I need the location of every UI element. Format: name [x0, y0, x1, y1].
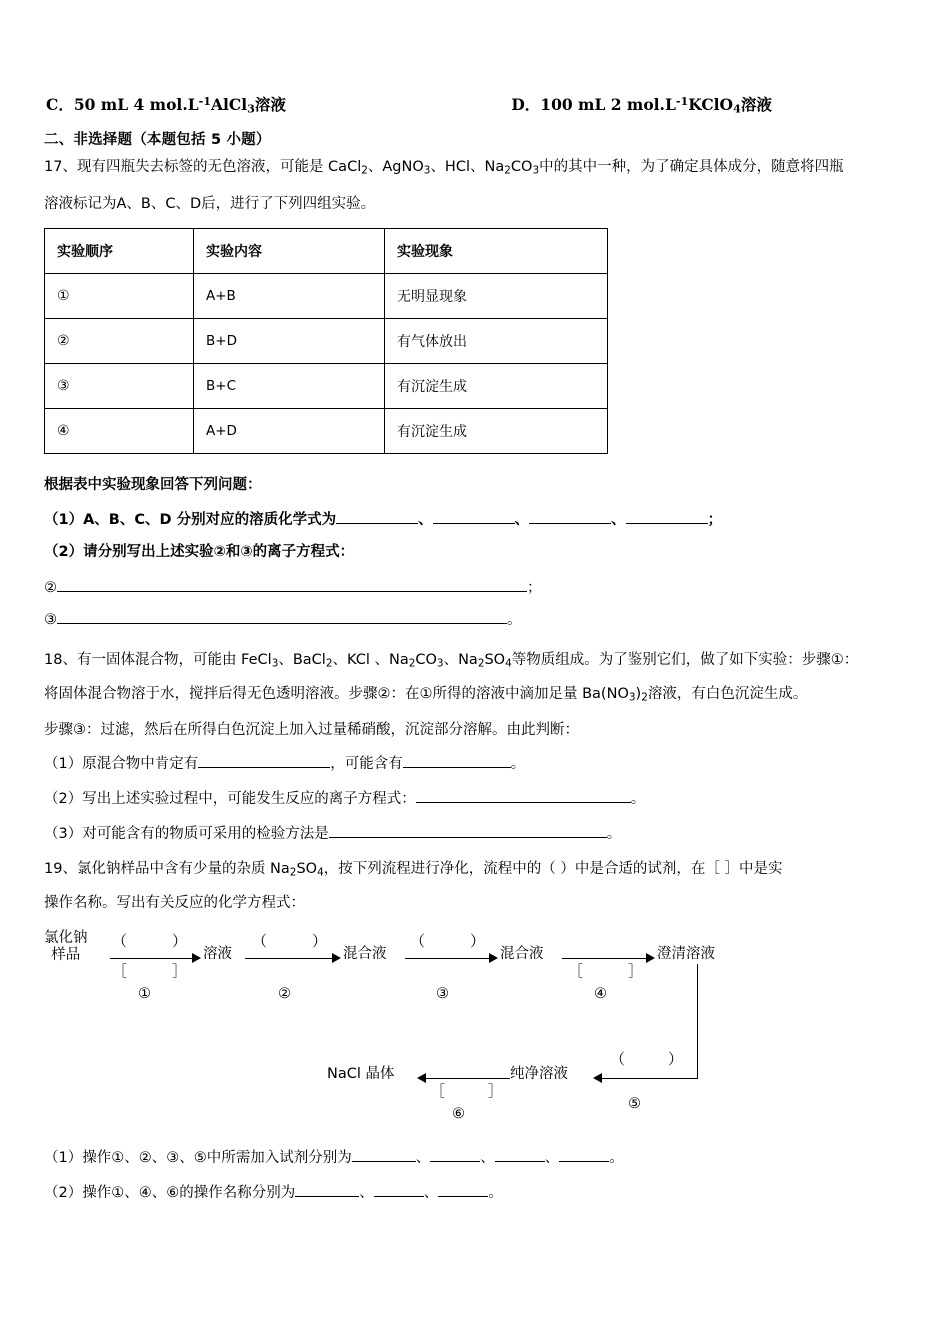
choice-c-text: 50 mL 4 $mol.L^{-1}AlCl_3$溶液 [73, 94, 286, 116]
flow-connector-horizontal [601, 1078, 698, 1079]
flow-connector-vertical [697, 964, 698, 1079]
answer-blank[interactable] [626, 509, 708, 524]
question-17-stem-line1: 17、现有四瓶失去标签的无色溶液，可能是 CaCl$_2$、AgNO$_3$、HCl、$Na_2CO_3$中的其中一种，为了确定具体成分，随意将四瓶 [44, 159, 844, 177]
question-17-sub1: （1）A、B、C、D 分别对应的溶质化学式为 、 、 、 ； [44, 508, 722, 529]
experiment-table [44, 228, 608, 454]
bracket-open-4: ［ [568, 962, 584, 980]
cell-order: ① [45, 274, 194, 319]
cell-phenomenon: 有沉淀生成 [385, 364, 608, 409]
flow-arrow-1 [110, 958, 194, 959]
answer-blank[interactable] [352, 1147, 416, 1162]
col-header-order: 实验顺序 [45, 229, 194, 274]
cell-phenomenon: 无明显现象 [385, 274, 608, 319]
table-header-row [45, 229, 608, 274]
flow-node-nacl-crystal: NaCl 晶体 [327, 1066, 395, 1082]
answer-blank[interactable] [374, 1182, 424, 1197]
flow-arrow-2 [245, 958, 334, 959]
cell-order: ④ [45, 409, 194, 454]
question-19-stem-line2: 操作名称。写出有关反应的化学方程式： [44, 895, 305, 911]
col-header-phenomenon: 实验现象 [385, 229, 608, 274]
choice-c [46, 93, 286, 115]
answer-blank[interactable] [438, 1182, 488, 1197]
question-19-sub1: （1）操作①、②、③、⑤中所需加入试剂分别为 、 、 、 。 [44, 1146, 624, 1167]
table-row [45, 409, 608, 454]
flow-node-mixture-2: 混合液 [500, 946, 544, 962]
flow-step-5: ⑤ [628, 1096, 641, 1112]
answer-blank[interactable] [430, 1147, 480, 1162]
flow-node-clear-solution: 澄清溶液 [657, 946, 715, 962]
answer-blank[interactable] [198, 753, 330, 768]
cell-order: ② [45, 319, 194, 364]
flow-arrowhead-6 [417, 1073, 426, 1083]
question-17-sub2: （2）请分别写出上述实验②和③的离子方程式： [44, 544, 355, 560]
flow-node-start: 氯化钠 样品 [44, 930, 88, 963]
bracket-close-1: ］ [172, 962, 188, 980]
cell-content: A+D [194, 409, 385, 454]
flow-step-1: ① [138, 986, 151, 1002]
table-row [45, 319, 608, 364]
cell-content: B+D [194, 319, 385, 364]
question-19-number: 19、 [44, 861, 77, 877]
question-18-stem-line2: 将固体混合物溶于水，搅拌后得无色透明溶液。步骤②：在①所得的溶液中滴加足量 $Ba(NO_3)_2$溶液，有白色沉淀生成。 [44, 686, 808, 704]
flow-step-3: ③ [436, 986, 449, 1002]
question-19-sub2: （2）操作①、④、⑥的操作名称分别为 、 、 。 [44, 1181, 503, 1202]
col-header-content: 实验内容 [194, 229, 385, 274]
answer-blank[interactable] [529, 509, 611, 524]
answer-blank[interactable] [295, 1182, 359, 1197]
question-18-stem-line3: 步骤③：过滤，然后在所得白色沉淀上加入过量稀硝酸，沉淀部分溶解。由此判断： [44, 722, 579, 738]
question-17-number: 17、 [44, 159, 77, 175]
paren-close-2: ） [312, 932, 328, 950]
bracket-close-4: ］ [628, 962, 644, 980]
flow-arrowhead-4 [646, 953, 655, 963]
cell-phenomenon: 有气体放出 [385, 319, 608, 364]
question-17-blank-2: ② ； [44, 576, 542, 597]
flow-arrowhead-2 [332, 953, 341, 963]
choice-d-label: D． [511, 95, 541, 114]
section-heading: 二、非选择题（本题包括 5 小题） [44, 132, 271, 148]
answer-blank[interactable] [416, 788, 631, 803]
question-17-lead: 根据表中实验现象回答下列问题： [44, 477, 262, 493]
paren-open-3: （ [410, 932, 426, 950]
table-row [45, 274, 608, 319]
answer-blank[interactable] [433, 509, 515, 524]
cell-order: ③ [45, 364, 194, 409]
flow-node-solution: 溶液 [203, 946, 232, 962]
flow-step-4: ④ [594, 986, 607, 1002]
flow-arrowhead-3 [489, 953, 498, 963]
choices-row [46, 93, 916, 115]
bracket-close-6: ］ [488, 1082, 504, 1100]
purification-flowchart [40, 918, 780, 1122]
flow-arrowhead-1 [192, 953, 201, 963]
paren-open-2: （ [252, 932, 268, 950]
question-18-number: 18、 [44, 652, 77, 668]
cell-phenomenon: 有沉淀生成 [385, 409, 608, 454]
bracket-open-6: ［ [430, 1082, 446, 1100]
answer-blank[interactable] [336, 509, 418, 524]
answer-blank[interactable] [559, 1147, 609, 1162]
choice-d [511, 93, 772, 115]
flow-arrow-4 [562, 958, 648, 959]
choice-d-text: 100 mL 2 $mol.L^{-1}KClO_4$溶液 [540, 94, 772, 116]
flow-node-mixture-1: 混合液 [343, 946, 387, 962]
choice-c-label: C． [46, 95, 74, 114]
question-19-stem-line1: 19、氯化钠样品中含有少量的杂质 $Na_2SO_4$，按下列流程进行净化，流程中的（ ）中是合适的试剂，在［ ］中是实 [44, 861, 783, 879]
paren-open-5: （ [610, 1050, 626, 1068]
paren-close-5: ） [668, 1050, 684, 1068]
paren-open-1: （ [112, 932, 128, 950]
flow-arrow-3 [405, 958, 491, 959]
flow-arrowhead-5 [593, 1073, 602, 1083]
flow-arrow-6 [425, 1078, 510, 1079]
cell-content: B+C [194, 364, 385, 409]
question-17-blank-3: ③ 。 [44, 608, 522, 629]
question-17-stem-line2: 溶液标记为A、B、C、D后，进行了下列四组实验。 [44, 196, 376, 212]
bracket-open-1: ［ [112, 962, 128, 980]
paren-close-3: ） [470, 932, 486, 950]
answer-blank[interactable] [495, 1147, 545, 1162]
table-row [45, 364, 608, 409]
flow-node-pure-solution: 纯净溶液 [510, 1066, 568, 1082]
answer-blank[interactable] [57, 609, 507, 624]
question-18-sub1: （1）原混合物中肯定有 ，可能含有 。 [44, 752, 525, 773]
question-18-stem-line1: 18、有一固体混合物，可能由 FeCl$_3$、BaCl$_2$、KCl 、$Na_2CO_3$、$Na_2SO_4$等物质组成。为了鉴别它们，做了如下实验：步骤①： [44, 652, 859, 670]
answer-blank[interactable] [403, 753, 511, 768]
question-18-sub2: （2）写出上述实验过程中，可能发生反应的离子方程式： 。 [44, 787, 645, 808]
question-18-sub3: （3）对可能含有的物质可采用的检验方法是 。 [44, 822, 621, 843]
flow-step-2: ② [278, 986, 291, 1002]
cell-content: A+B [194, 274, 385, 319]
answer-blank[interactable] [57, 577, 527, 592]
paren-close-1: ） [172, 932, 188, 950]
answer-blank[interactable] [329, 823, 607, 838]
flow-step-6: ⑥ [452, 1106, 465, 1122]
